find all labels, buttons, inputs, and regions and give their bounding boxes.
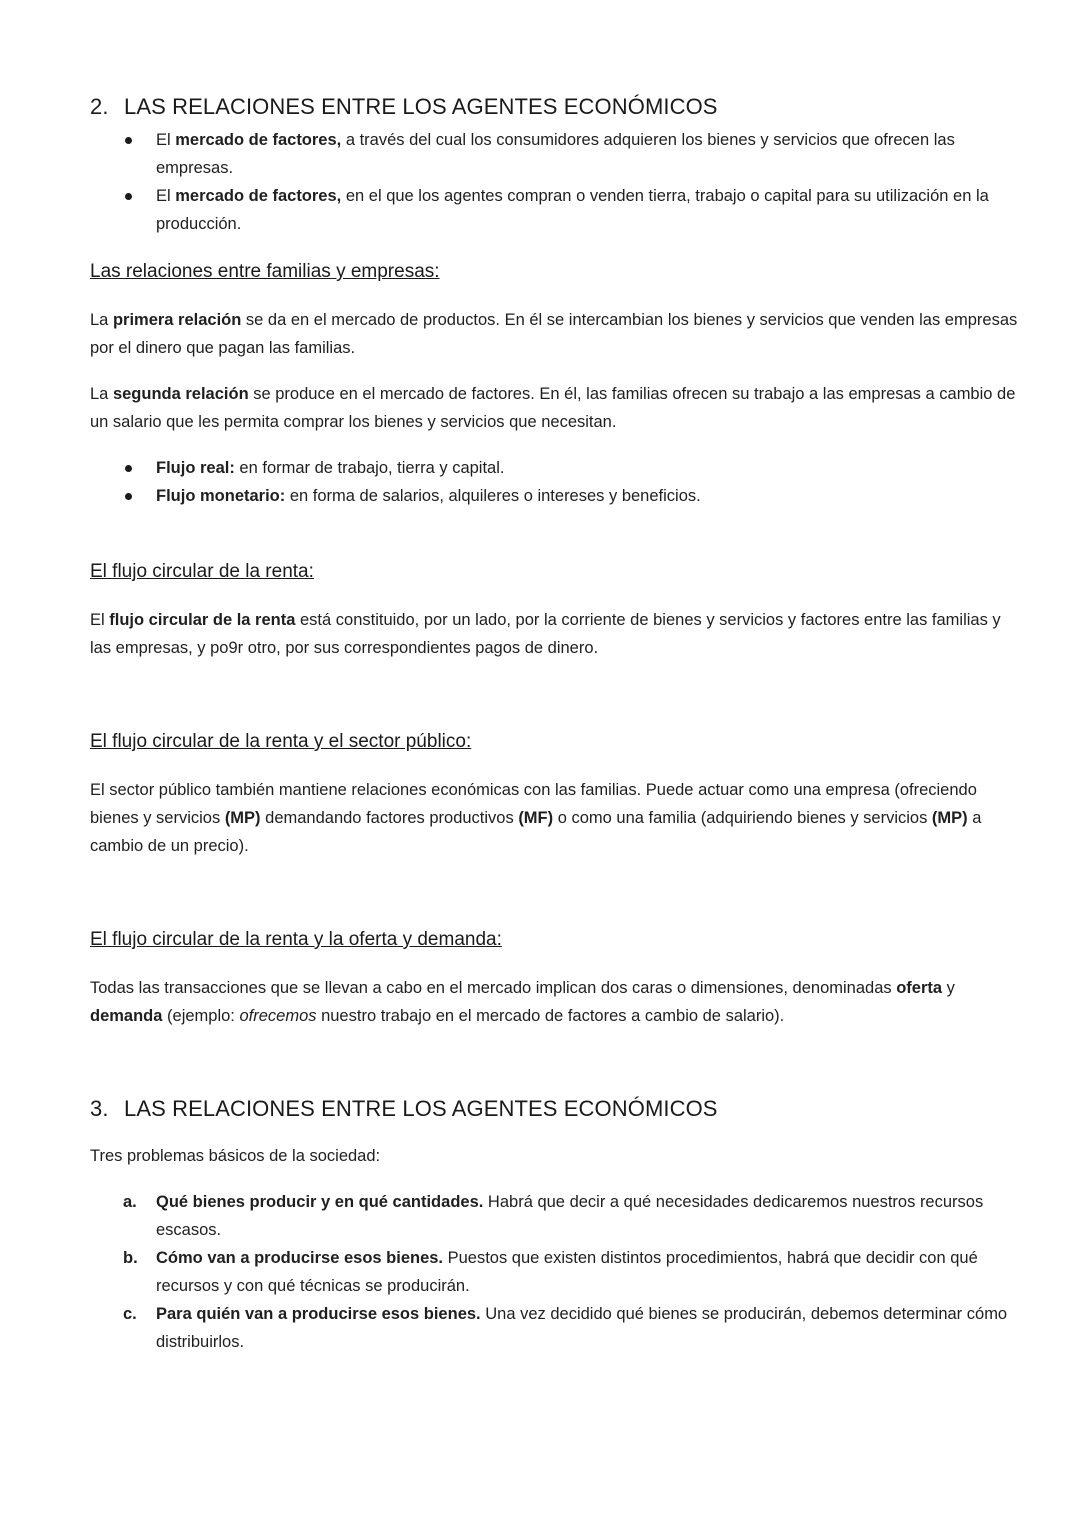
text: y: [942, 979, 955, 997]
text: en el que los agentes compran o venden tierra, trabajo o capital para su utilización en la producción.: [156, 187, 989, 233]
familias-heading: Las relaciones entre familias y empresas:: [90, 261, 440, 282]
section-3-heading: [90, 1094, 1020, 1124]
list-marker: c.: [123, 1305, 137, 1323]
section-2-heading: [90, 92, 1020, 122]
text: o como una familia (adquiriendo bienes y servicios: [553, 809, 932, 827]
text: en forma de salarios, alquileres o intereses y beneficios.: [285, 487, 701, 505]
section-3-intro: Tres problemas básicos de la sociedad:: [90, 1147, 381, 1165]
bold-term: segunda relación: [112, 385, 249, 403]
text: El sector público también mantiene relaciones económicas con las familias. Puede actuar como una empresa (ofreciendo bienes y servicios: [90, 781, 977, 827]
bold-term: flujo circular de la renta: [109, 611, 296, 629]
bold-term: primera relación: [112, 311, 242, 329]
paragraph-primera-relacion: [90, 306, 1020, 362]
text: Una vez decidido qué bienes se producirán, debemos determinar cómo distribuirlos.: [156, 1305, 1008, 1351]
list-item: [90, 1188, 1020, 1244]
text: se produce en el mercado de factores. En él, las familias ofrecen su trabajo a las empresas a cambio de un salario que les permita comprar los bienes y servicios que necesitan.: [90, 385, 1016, 431]
paragraph-segunda-relacion: [90, 380, 1020, 436]
bold-term: Cómo van a producirse esos bienes.: [156, 1249, 444, 1267]
text: El: [90, 611, 110, 629]
bold-term: Flujo monetario:: [156, 487, 286, 505]
bold-term: oferta: [896, 979, 943, 997]
text: demandando factores productivos: [260, 809, 519, 827]
section-3-number: 3.: [90, 1096, 109, 1121]
problems-list: [90, 1188, 1020, 1356]
text: Todas las transacciones que se llevan a cabo en el mercado implican dos caras o dimensiones, denominadas: [90, 979, 897, 997]
section-2-bullet-list: [90, 126, 1020, 238]
bold-term: Qué bienes producir y en qué cantidades.: [156, 1193, 484, 1211]
text: La: [90, 385, 113, 403]
text: El: [156, 131, 176, 149]
text: Puestos que existen distintos procedimientos, habrá que decidir con qué recursos y con qué técnicas se producirán.: [156, 1249, 978, 1295]
document-page: [90, 92, 1020, 1356]
text: en formar de trabajo, tierra y capital.: [234, 459, 505, 477]
flujos-list: [90, 454, 1020, 510]
list-item: [90, 126, 1020, 182]
paragraph-sector-publico: [90, 776, 1020, 860]
bold-term: Flujo real:: [156, 459, 235, 477]
text: nuestro trabajo en el mercado de factores a cambio de salario).: [316, 1007, 785, 1025]
text: (ejemplo:: [162, 1007, 240, 1025]
text: a través del cual los consumidores adquieren los bienes y servicios que ofrecen las empresas.: [156, 131, 955, 177]
paragraph-flujo-circular: [90, 606, 1020, 662]
bold-term: demanda: [90, 1007, 163, 1025]
list-item: [90, 454, 1020, 482]
text: La: [90, 311, 113, 329]
section-2-number: 2.: [90, 94, 109, 119]
section-3-title: LAS RELACIONES ENTRE LOS AGENTES ECONÓMICOS: [124, 1096, 718, 1121]
text: El: [156, 187, 176, 205]
text: Habrá que decir a qué necesidades dedicaremos nuestros recursos escasos.: [156, 1193, 984, 1239]
sector-publico-heading: El flujo circular de la renta y el sector público:: [90, 731, 472, 752]
bold-term: mercado de factores,: [175, 187, 342, 205]
bold-term: (MP): [224, 809, 261, 827]
paragraph-oferta-demanda: [90, 974, 1020, 1030]
section-2-title: LAS RELACIONES ENTRE LOS AGENTES ECONÓMICOS: [124, 94, 718, 119]
text: está constituido, por un lado, por la corriente de bienes y servicios y factores entre las familias y las empresas, y po9r otro, por sus correspondientes pagos de dinero.: [90, 611, 1001, 657]
italic-term: ofrecemos: [239, 1007, 317, 1025]
list-item: [90, 182, 1020, 238]
text: a cambio de un precio).: [90, 809, 982, 855]
bold-term: mercado de factores,: [175, 131, 342, 149]
list-marker: b.: [123, 1249, 138, 1267]
list-item: [90, 1300, 1020, 1356]
bold-term: (MF): [518, 809, 554, 827]
text: se da en el mercado de productos. En él se intercambian los bienes y servicios que venden las empresas por el dinero que pagan las familias.: [90, 311, 1018, 357]
list-item: [90, 482, 1020, 510]
flujo-circular-heading: El flujo circular de la renta:: [90, 561, 314, 582]
list-item: [90, 1244, 1020, 1300]
bold-term: Para quién van a producirse esos bienes.: [156, 1305, 481, 1323]
bold-term: (MP): [931, 809, 968, 827]
oferta-demanda-heading: El flujo circular de la renta y la oferta y demanda:: [90, 929, 502, 950]
list-marker: a.: [123, 1193, 137, 1211]
